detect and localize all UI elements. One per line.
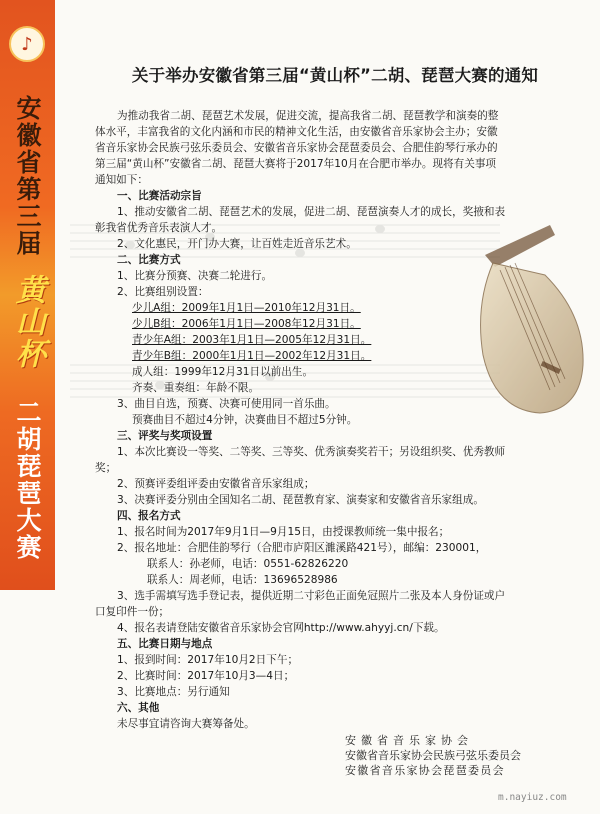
notice-line: 青少年B组：2000年1月1日—2002年12月31日。 (132, 350, 372, 362)
notice-line: 3、选手需填写选手登记表，提供近期二寸彩色正面免冠照片二张及本人身份证或户 (117, 590, 506, 602)
signature-block (345, 733, 585, 778)
notice-line: 二、比赛方式 (117, 254, 181, 266)
notice-line: 五、比赛日期与地点 (117, 638, 213, 650)
notice-line: 成人组：1999年12月31日以前出生。 (132, 366, 314, 378)
notice-line: 4、报名表请登陆安徽省音乐家协会官网http://www.ahyyj.cn/下载。 (117, 622, 445, 634)
notice-line: 青少年A组：2003年1月1日—2005年12月31日。 (132, 334, 372, 346)
notice-line: 3、决赛评委分别由全国知名二胡、琵琶教育家、演奏家和安徽省音乐家组成。 (117, 494, 484, 506)
notice-line: 彰我省优秀音乐表演人才。 (95, 222, 223, 234)
notice-line: 2、文化惠民，开门办大赛，让百姓走近音乐艺术。 (117, 238, 357, 250)
left-banner (0, 0, 55, 590)
notice-line: 齐奏、重奏组：年龄不限。 (132, 382, 260, 394)
emblem-icon: ♪ (9, 26, 45, 62)
notice-line: 2、比赛时间：2017年10月3—4日； (117, 670, 295, 682)
notice-line: 2、预赛评委组评委由安徽省音乐家组成； (117, 478, 315, 490)
notice-line: 通知如下： (95, 174, 148, 186)
notice-line: 2、报名地址：合肥佳韵琴行（合肥市庐阳区濉溪路421号），邮编：230001， (117, 542, 487, 554)
banner-line-2: 黄山杯 (10, 274, 45, 370)
notice-line: 3、比赛地点：另行通知 (117, 686, 230, 698)
notice-line: 奖； (95, 462, 117, 474)
notice-line: 联系人：孙老师，电话：0551-62826220 (147, 558, 349, 570)
notice-line: 少儿A组：2009年1月1日—2010年12月31日。 (132, 302, 361, 314)
page-title: 关于举办安徽省第三届“黄山杯”二胡、琵琶大赛的通知 (131, 66, 539, 85)
signature-org-1: 安徽省音乐家协会 (345, 734, 473, 747)
notice-line: 1、推动安徽省二胡、琵琶艺术的发展，促进二胡、琵琶演奏人才的成长，奖掖和表 (117, 206, 506, 218)
notice-line: 预赛曲目不超过4分钟，决赛曲目不超过5分钟。 (132, 414, 358, 426)
watermark: m.nayiuz.com (498, 792, 567, 803)
notice-line: 1、报到时间：2017年10月2日下午； (117, 654, 299, 666)
notice-line: 一、比赛活动宗旨 (117, 190, 202, 202)
notice-line: 少儿B组：2006年1月1日—2008年12月31日。 (132, 318, 361, 330)
notice-line: 四、报名方式 (117, 510, 181, 522)
notice-line: 1、本次比赛设一等奖、二等奖、三等奖、优秀演奏奖若干；另设组织奖、优秀教师 (117, 446, 506, 458)
notice-line: 2、比赛组别设置： (117, 286, 209, 298)
notice-line: 省音乐家协会民族弓弦乐委员会、安徽省音乐家协会琵琶委员会、合肥佳韵琴行承办的 (95, 142, 498, 154)
banner-line-3: 二胡琵琶大赛 (13, 399, 42, 561)
notice-line: 3、曲目自选，预赛、决赛可使用同一首乐曲。 (117, 398, 336, 410)
notice-line: 1、报名时间为2017年9月1日—9月15日，由授课教师统一集中报名； (117, 526, 450, 538)
notice-line: 三、评奖与奖项设置 (117, 430, 213, 442)
notice-line: 六、其他 (117, 702, 160, 714)
notice-body (95, 108, 600, 732)
banner-line-1: 安徽省第三届 (13, 94, 42, 257)
signature-org-2: 安徽省音乐家协会民族弓弦乐委员会 (345, 749, 521, 762)
notice-line: 第三届“黄山杯”安徽省二胡、琵琶大赛将于2017年10月在合肥市举办。现将有关事项 (95, 158, 497, 170)
signature-org-3: 安徽省音乐家协会琵琶委员会 (345, 764, 505, 777)
notice-line: 未尽事宜请咨询大赛筹备处。 (117, 718, 255, 730)
notice-line: 为推动我省二胡、琵琶艺术发展，促进交流，提高我省二胡、琵琶教学和演奏的整 (117, 110, 499, 122)
notice-line: 口复印件一份； (95, 606, 170, 618)
notice-line: 联系人：周老师，电话：13696528986 (147, 574, 338, 586)
notice-line: 1、比赛分预赛、决赛二轮进行。 (117, 270, 273, 282)
notice-line: 体水平，丰富我省的文化内涵和市民的精神文化生活，由安徽省音乐家协会主办；安徽 (95, 126, 498, 138)
